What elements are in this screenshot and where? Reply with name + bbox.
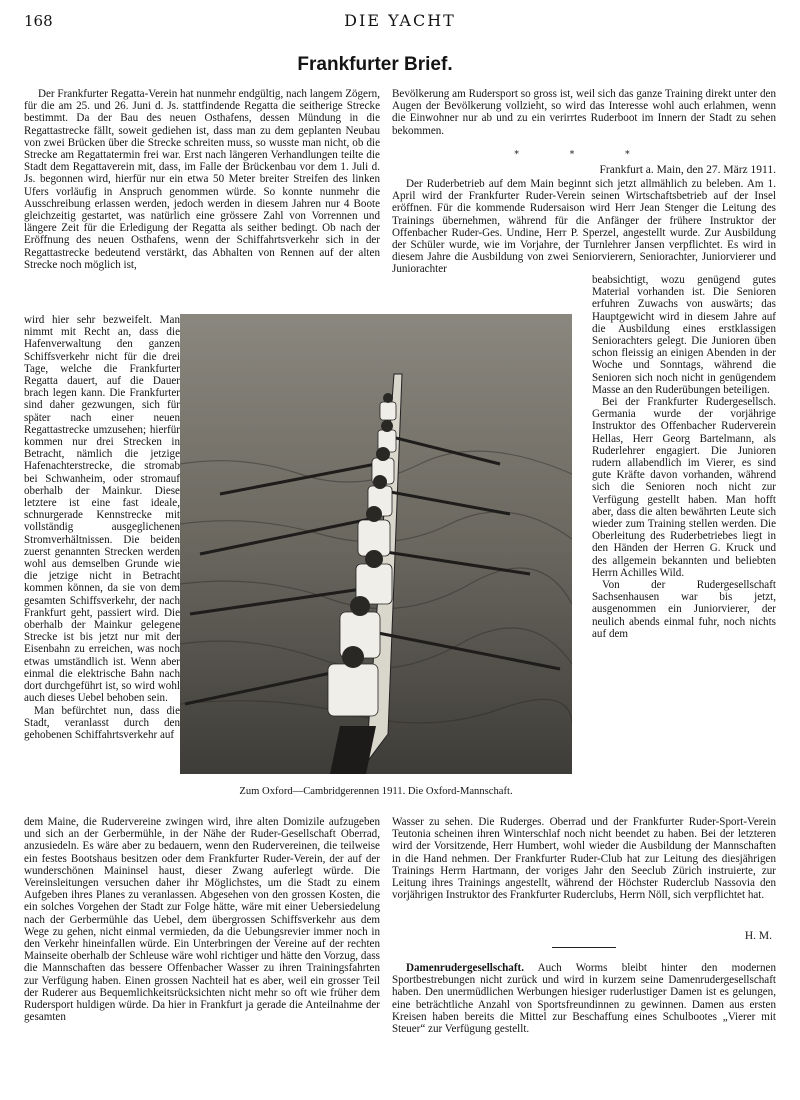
paragraph: Bevölkerung am Rudersport so gross ist, weil sich das ganze Training direkt unter den Augen der Bevölkerung vollzieht, so wird das Interesse wohl auch erlahmen, wenn die Einwohner nur ab und zu ein verirrtes Ruderboot im Innern der Stadt zu sehen bekommen. bbox=[392, 88, 776, 137]
paragraph: dem Maine, die Rudervereine zwingen wird, ihre alten Domizile aufzugeben und sich an der Gerbermühle, in der Nähe der Ruder-Gesellschaft Oberrad, anzusiedeln. Es wäre aber zu bedauern, wenn den Rudervereinen, die teilweise ein festes Bootshaus besitzen oder dem Frankfurter Ruder-Verein, der auf der wunderschönen Maininsel haust, dieser Zwang auferlegt würde. Die Vereinsleitungen versuchen daher ihr Möglichstes, um die Stadt zu einem Aufgeben ihres Planes zu veranlassen. Abgesehen von den grossen Kosten, die ein solches Vorgehen der Stadt zur Folge hätte, wäre mit einer Uebersiedelung nach der Gerbermühle das Uebel, dem übergrossen Schiffsverkehr aus dem Wege zu gehen, nicht einmal vermieden, da die Uebungsrevier immer noch in den Verkehr hineinfallen würde. Ein Unterbringen der Vereine auf der rechten Mainseite oberhalb der Schleuse wäre wohl richtiger und hätte den Vorzug, dass die Mannschaften das bessere Offenbacher Wasser zu ihren Trainingsfahrten zur Verfügung haben. Einen grossen Nachteil hat es aber, weil ein grosser Teil der Ruderer aus Bequemlichkeitsrücksichten nicht mehr so oft wie früher dem Rudersport huldigen würde. Da hier in Frankfurt ja gerade die Anteilnahme der gesamten bbox=[24, 816, 380, 1024]
article-column-right-bottom bbox=[392, 816, 776, 944]
section-divider-rule bbox=[552, 947, 616, 948]
article-column-right-side bbox=[592, 274, 776, 816]
article-column-left-bottom bbox=[24, 816, 380, 1092]
dateline: Frankfurt a. Main, den 27. März 1911. bbox=[599, 164, 776, 176]
paragraph: Der Frankfurter Regatta-Verein hat nunmehr endgültig, nach langem Zögern, für die am 25. und 26. Juni d. Js. stattfindende Regatta die seitherige Strecke bestimmt. Da der Bau des neuen Osthafens, dessen Mündung in die Regattastrecke fällt, soweit gediehen ist, dass man zu dem geplanten Neubau von zwei Brücken über die Strecke schreiten muss, so wusste man nicht, ob die Strecke am Regattatermin frei war. Erst nach längeren Verhandlungen teilte die Stadt dem Regattaverein mit, dass, im Falle der Brückenbau vor dem 1. Juli d. Js. begonnen wird, hierfür nur ein etwa 50 Meter breiter Streifen des linken Ufers vorläufig in Anspruch genommen würde. So konnte nunmehr die Ausschreibung erlassen werden, jedoch werden in diesem Jahren nur 4 Boote gleichzeitig gestartet, was natürlich eine grössere Zahl von Vorrennen und längere Zeit für die Erledigung der Regatta als seither bedingt. Ob nach der Eröffnung des neuen Osthafens, wenn der Schiffahrtsverkehr sich in der Regattastrecke bedeutend verstärkt, das Abhalten von Rennen auf der alten Strecke noch möglich ist, bbox=[24, 88, 380, 271]
page-number: 168 bbox=[24, 12, 53, 30]
news-note bbox=[392, 962, 776, 1086]
article-column-left-side bbox=[24, 314, 180, 816]
paragraph: wird hier sehr bezweifelt. Man nimmt mit Recht an, dass die Hafenverwaltung den ganzen Schiffsverkehr nicht für die drei Tage, welche die Frankfurter Regatta dauert, auf die Dauer brach legen kann. Die Frankfurter sind daher gezwungen, sich für später nach einer neuen Regattastrecke umzusehen; hierfür kommen nur drei Strecken in Betracht, nämlich die jetzige Hafenachterstrecke, die stromab bei Schwanheim, oder stromauf oberhalb der Mainkur. Diese letztere ist eine fast ideale, schnurgerade Kennstrecke mit vollständig ausgeglichenen Stromverhältnissen. Die beiden zuerst genannten Strecken werden wohl aus demselben Grunde wie die jetzige nicht in Betracht kommen können, da sie von dem gesamten Schiffsverkehr, der nach Frankfurt geht, passiert wird. Die oberhalb der Mainkur gelegene Strecke ist bis jetzt nur mit der Eisenbahn zu erreichen, was noch etwas umständlich ist. Wenn aber einmal die elektrische Bahn nach dort durchgeführt ist, so wird wohl auch dieses Uebel behoben sein. bbox=[24, 314, 180, 705]
article-column-right-mid bbox=[392, 178, 776, 274]
paragraph: Wasser zu sehen. Die Ruderges. Oberrad und der Frankfurter Ruder-Sport-Verein Teutonia scheinen ihren Winterschlaf noch nicht beendet zu haben. Bei der letzteren wird der Vorsitzende, Herr Humbert, wohl wieder die Ausbildung der Mannschaften in die Hand nehmen. Der Frankfurter Ruder-Club hat zur Leitung des diesjährigen Trainings Herrn Hartmann, der voriges Jahr den Seeclub Zürich instruierte, zur Leitung ihres Trainings angestellt, während der Höchster Ruderclub Nassovia den vorjährigen Instruktor des Frankfurter Ruderclubs, Herrn Nöll, sich verpflichtet hat. bbox=[392, 816, 776, 902]
author-signature: H. M. bbox=[744, 930, 772, 942]
note-heading: Damenrudergesellschaft. bbox=[406, 962, 525, 974]
paragraph: Der Ruderbetrieb auf dem Main beginnt sich jetzt allmählich zu beleben. Am 1. April wird der Frankfurter Ruder-Verein seinen Wirtschaftsbetrieb auf der Insel eröffnen. Für die kommende Rudersaison wird Herr Jean Stenger die Leitung des Trainings übernehmen, während für die Anfänger der frühere Instruktor der Offenbacher Ruder-Ges. Undine, Herr P. Sperzel, angestellt wurde. Zur Ausbildung der Schüler wurde, wie im Vorjahre, der Turnlehrer Jansen verpflichtet. Es wird in diesem Jahre die Ausbildung von zwei Seniorvierern, Seniorachter, Juniorvierer und Juniorachter bbox=[392, 178, 776, 274]
paragraph: Bei der Frankfurter Rudergesellsch. Germania wurde der vorjährige Instruktor des Offenbacher Ruderverein Hellas, Herr Georg Bartelmann, als Ruderlehrer engagiert. Die Junioren rudern allabendlich im Vierer, es sind gute Kräfte davon vorhanden, während sich die Senioren noch nicht zur Verfügung gestellt haben. Man hofft aber, dass die alten bewährten Leute sich wieder zum Training stellen werden. Die Oberleitung des Ruderbetriebes liegt in den Händen der Herren G. Kruck und des allgemein bekannten und beliebten Herrn Achilles Wild. bbox=[592, 396, 776, 579]
paragraph: Von der Rudergesellschaft Sachsenhausen war bis jetzt, ausgenommen ein Juniorvierer, der neulich abends einmal fuhr, noch nichts auf dem bbox=[592, 579, 776, 640]
paragraph: Man befürchtet nun, dass die Stadt, veranlasst durch den gehobenen Schiffahrtsverkehr auf bbox=[24, 704, 180, 741]
section-divider-stars: * * * bbox=[514, 150, 654, 160]
note-text: Auch Worms bleibt hinter den modernen Sportbestrebungen nicht zurück und wird in kurzem seine Damenrudergesellschaft haben. Den unermüdlichen Werbungen hiesiger ruderlustiger Damen ist es gelungen, eine beträchtliche Anzahl von Sportsfreundinnen zu gewinnen. Damen aus ersten Kreisen haben bereits die Mittel zur Beschaffung eines Schulbootes „Vierer mit Steuer“ zur Verfügung gestellt. bbox=[392, 962, 776, 1036]
article-column-right-top bbox=[392, 88, 776, 156]
article-column-left-top bbox=[24, 88, 380, 314]
journal-title: DIE YACHT bbox=[344, 11, 456, 30]
rowing-crew-photo bbox=[180, 314, 572, 774]
article-title: Frankfurter Brief. bbox=[297, 54, 453, 75]
photo-caption: Zum Oxford—Cambridgerennen 1911. Die Oxford-Mannschaft. bbox=[239, 786, 513, 797]
paragraph: beabsichtigt, wozu genügend gutes Material vorhanden ist. Die Senioren erfuhren Zuwachs von auswärts; das Hauptgewicht wird in diesem Jahre auf die Ausbildung eines erstklassigen Seniorachters gelegt. Die Junioren üben schon fleissig an einigen Abenden in der Woche und Sonntags, während die Senioren sich noch nicht in genügendem Masse an den Ruderübungen beteiligen. bbox=[592, 274, 776, 396]
